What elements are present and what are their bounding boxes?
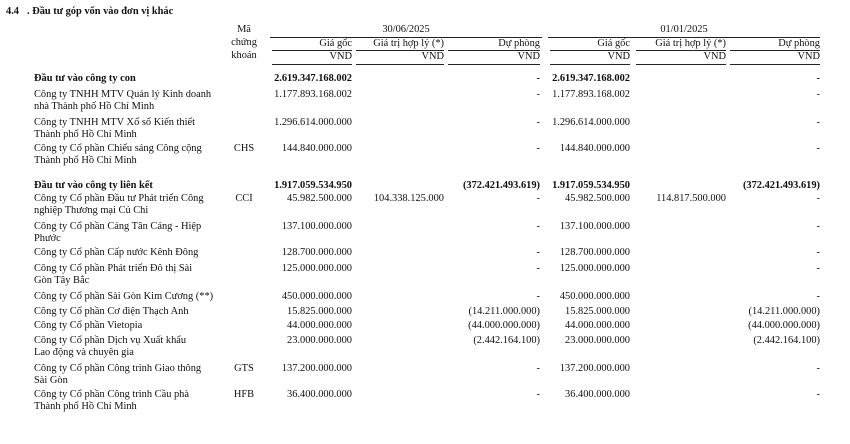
- row-1-p1-prov: -: [536, 89, 540, 100]
- section-number: 4.4: [6, 6, 19, 17]
- p1-prov-rule-2: [448, 64, 540, 65]
- row-5-p1-cost: 45.982.500.000: [287, 193, 352, 204]
- p2-col-fair: Giá trị hợp lý (*): [655, 38, 726, 49]
- row-10-p1-prov: (14.211.000.000): [468, 306, 540, 317]
- row-12-p1-prov: (2.442.164.100): [473, 335, 540, 346]
- row-7-p1-cost: 128.700.000.000: [281, 247, 352, 258]
- row-8-name-cont: Gòn Tây Bắc: [34, 275, 90, 286]
- row-7-name: Công ty Cổ phần Cấp nước Kênh Đông: [34, 247, 199, 258]
- row-5-p2-prov: -: [816, 193, 820, 204]
- p2-col-cost: Giá gốc: [597, 38, 630, 49]
- row-11-p2-prov: (44.000.000.000): [748, 320, 820, 331]
- row-14-p2-cost: 36.400.000.000: [565, 389, 630, 400]
- row-3-p1-cost: 144.840.000.000: [281, 143, 352, 154]
- row-0-p2-prov: -: [816, 73, 820, 84]
- row-11-p1-cost: 44.000.000.000: [287, 320, 352, 331]
- p1-fair-unit: VND: [421, 51, 444, 62]
- p1-col-fair: Giá trị hợp lý (*): [373, 38, 444, 49]
- row-9-p2-cost: 450.000.000.000: [559, 291, 630, 302]
- row-8-p2-prov: -: [816, 263, 820, 274]
- row-8-p1-prov: -: [536, 263, 540, 274]
- row-12-p1-cost: 23.000.000.000: [287, 335, 352, 346]
- p1-col-cost: Giá gốc: [319, 38, 352, 49]
- row-3-p2-cost: 144.840.000.000: [559, 143, 630, 154]
- row-10-name: Công ty Cổ phần Cơ điện Thạch Anh: [34, 306, 189, 317]
- p1-fair-rule-2: [356, 64, 444, 65]
- row-11-p2-cost: 44.000.000.000: [565, 320, 630, 331]
- row-12-p2-cost: 23.000.000.000: [565, 335, 630, 346]
- header-period-1: 30/06/2025: [382, 24, 430, 35]
- row-8-name: Công ty Cổ phần Phát triển Đô thị Sài: [34, 263, 193, 274]
- row-0-p2-cost: 2.619.347.168.002: [552, 73, 630, 84]
- row-0-p1-cost: 2.619.347.168.002: [274, 73, 352, 84]
- p2-prov-rule-2: [730, 64, 820, 65]
- row-13-p1-cost: 137.200.000.000: [281, 363, 352, 374]
- row-6-p1-cost: 137.100.000.000: [281, 221, 352, 232]
- row-6-p1-prov: -: [536, 221, 540, 232]
- row-3-code: CHS: [233, 143, 255, 154]
- row-9-p1-prov: -: [536, 291, 540, 302]
- row-0-name: Đầu tư vào công ty con: [34, 73, 136, 84]
- row-2-p1-prov: -: [536, 117, 540, 128]
- row-14-p1-cost: 36.400.000.000: [287, 389, 352, 400]
- row-6-p2-cost: 137.100.000.000: [559, 221, 630, 232]
- p2-cost-rule-2: [550, 64, 630, 65]
- row-14-name-cont: Thành phố Hồ Chí Minh: [34, 401, 137, 412]
- p2-fair-unit: VND: [703, 51, 726, 62]
- row-6-p2-prov: -: [816, 221, 820, 232]
- row-9-p1-cost: 450.000.000.000: [281, 291, 352, 302]
- row-8-p2-cost: 125.000.000.000: [559, 263, 630, 274]
- row-9-name: Công ty Cổ phần Sài Gòn Kim Cương (**): [34, 291, 214, 302]
- row-12-name-cont: Lao động và chuyên gia: [34, 347, 134, 358]
- row-5-code: CCI: [235, 193, 253, 204]
- row-10-p2-prov: (14.211.000.000): [748, 306, 820, 317]
- row-10-p1-cost: 15.825.000.000: [287, 306, 352, 317]
- row-10-p2-cost: 15.825.000.000: [565, 306, 630, 317]
- row-1-p1-cost: 1.177.893.168.002: [274, 89, 352, 100]
- header-period-2: 01/01/2025: [660, 24, 708, 35]
- row-5-name: Công ty Cổ phần Đầu tư Phát triển Công: [34, 193, 204, 204]
- row-14-code: HFB: [233, 389, 255, 400]
- row-1-p2-cost: 1.177.893.168.002: [552, 89, 630, 100]
- p2-fair-rule-2: [636, 64, 726, 65]
- row-7-p2-prov: -: [816, 247, 820, 258]
- p1-col-prov: Dự phòng: [498, 38, 540, 49]
- row-1-p2-prov: -: [816, 89, 820, 100]
- row-5-p1-fair: 104.338.125.000: [373, 193, 444, 204]
- row-3-name-cont: Thành phố Hồ Chí Minh: [34, 155, 137, 166]
- p2-cost-unit: VND: [607, 51, 630, 62]
- row-5-p2-cost: 45.982.500.000: [565, 193, 630, 204]
- row-13-p1-prov: -: [536, 363, 540, 374]
- row-1-name: Công ty TNHH MTV Quản lý Kinh doanh: [34, 89, 212, 100]
- p1-cost-unit: VND: [329, 51, 352, 62]
- row-6-name-cont: Phước: [34, 233, 61, 244]
- row-14-name: Công ty Cổ phần Công trình Cầu phà: [34, 389, 189, 400]
- row-13-p2-cost: 137.200.000.000: [559, 363, 630, 374]
- row-2-name-cont: Thành phố Hồ Chí Minh: [34, 129, 137, 140]
- p2-col-prov: Dự phòng: [778, 38, 820, 49]
- row-12-name: Công ty Cổ phần Dịch vụ Xuất khẩu: [34, 335, 187, 346]
- header-code-line3: khoán: [231, 50, 257, 61]
- row-13-code: GTS: [234, 363, 254, 374]
- row-5-name-cont: nghiệp Thương mại Củ Chi: [34, 205, 149, 216]
- row-7-p1-prov: -: [536, 247, 540, 258]
- row-4-p2-prov: (372.421.493.619): [742, 180, 820, 191]
- section-title: . Đầu tư góp vốn vào đơn vị khác: [27, 6, 174, 17]
- row-9-p2-prov: -: [816, 291, 820, 302]
- row-14-p1-prov: -: [536, 389, 540, 400]
- header-code-line1: Mã: [237, 24, 251, 35]
- row-3-p2-prov: -: [816, 143, 820, 154]
- row-4-p1-prov: (372.421.493.619): [462, 180, 540, 191]
- row-13-p2-prov: -: [816, 363, 820, 374]
- row-1-name-cont: nhà Thành phố Hồ Chí Minh: [34, 101, 155, 112]
- row-11-name: Công ty Cổ phần Vietopia: [34, 320, 143, 331]
- row-3-p1-prov: -: [536, 143, 540, 154]
- row-4-p1-cost: 1.917.059.534.950: [274, 180, 352, 191]
- row-4-p2-cost: 1.917.059.534.950: [552, 180, 630, 191]
- row-5-p1-prov: -: [536, 193, 540, 204]
- row-6-name: Công ty Cổ phần Cảng Tân Cảng - Hiệp: [34, 221, 202, 232]
- p1-cost-rule-2: [272, 64, 352, 65]
- row-2-p2-prov: -: [816, 117, 820, 128]
- row-13-name: Công ty Cổ phần Công trình Giao thông: [34, 363, 202, 374]
- row-2-p2-cost: 1.296.614.000.000: [552, 117, 630, 128]
- row-2-p1-cost: 1.296.614.000.000: [274, 117, 352, 128]
- row-0-p1-prov: -: [536, 73, 540, 84]
- row-3-name: Công ty Cổ phần Chiếu sáng Công cộng: [34, 143, 202, 154]
- row-7-p2-cost: 128.700.000.000: [559, 247, 630, 258]
- row-12-p2-prov: (2.442.164.100): [753, 335, 820, 346]
- row-14-p2-prov: -: [816, 389, 820, 400]
- row-2-name: Công ty TNHH MTV Xổ số Kiến thiết: [34, 117, 195, 128]
- row-5-p2-fair: 114.817.500.000: [656, 193, 726, 204]
- p2-prov-unit: VND: [797, 51, 820, 62]
- header-code-line2: chứng: [231, 37, 257, 48]
- row-13-name-cont: Sài Gòn: [34, 375, 68, 386]
- row-4-name: Đầu tư vào công ty liên kết: [34, 180, 153, 191]
- row-8-p1-cost: 125.000.000.000: [281, 263, 352, 274]
- row-11-p1-prov: (44.000.000.000): [468, 320, 540, 331]
- p1-prov-unit: VND: [517, 51, 540, 62]
